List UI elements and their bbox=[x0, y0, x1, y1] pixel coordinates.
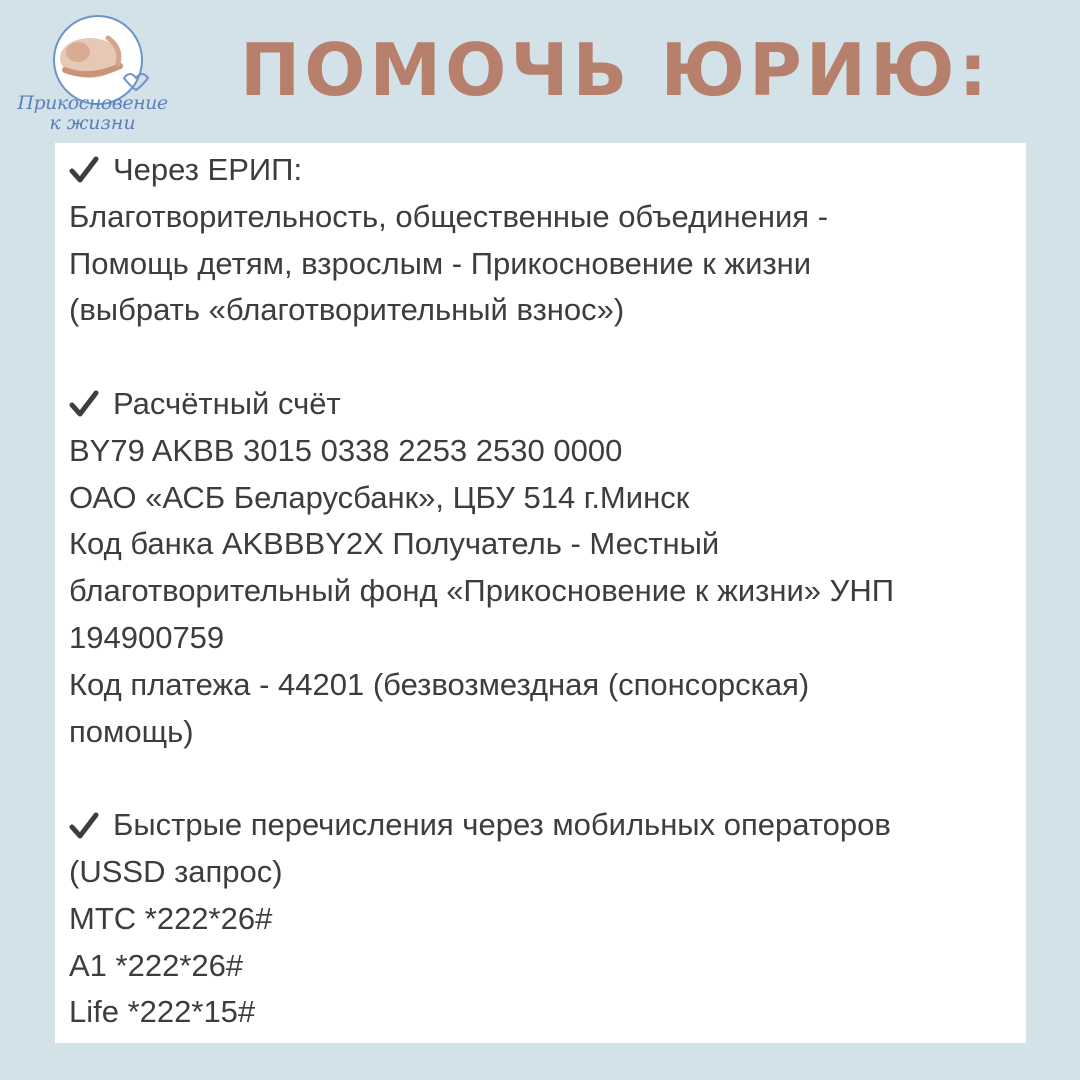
erip-heading bbox=[69, 147, 1012, 194]
mobile-heading bbox=[69, 802, 1012, 849]
erip-line: Благотворительность, общественные объединения - bbox=[69, 198, 829, 234]
erip-heading-text: Через ЕРИП: bbox=[113, 152, 303, 187]
account-heading bbox=[69, 381, 1012, 428]
mobile-line: (USSD запрос) bbox=[69, 853, 283, 889]
mobile-line: Life *222*15# bbox=[69, 994, 256, 1030]
mobile-line: МТС *222*26# bbox=[69, 900, 273, 936]
erip-line: (выбрать «благотворительный взнос») bbox=[69, 292, 625, 328]
page-title: ПОМОЧЬ ЮРИЮ: bbox=[240, 28, 992, 112]
mobile-heading-text: Быстрые перечисления через мобильных операторов bbox=[113, 807, 891, 843]
account-line: Код платежа - 44201 (безвозмездная (спонсорская) bbox=[69, 666, 810, 702]
spacer bbox=[69, 334, 1012, 381]
mobile-line: A1 *222*26# bbox=[69, 947, 244, 983]
logo-text-line2: к жизни bbox=[49, 112, 136, 134]
checkmark-icon bbox=[69, 811, 99, 841]
checkmark-icon bbox=[69, 155, 99, 185]
payment-info-card bbox=[55, 143, 1026, 1043]
logo-text-line1: Прикосновение bbox=[17, 92, 168, 114]
account-line: BY79 AKBB 3015 0338 2253 2530 0000 bbox=[69, 432, 623, 468]
account-line: благотворительный фонд «Прикосновение к жизни» УНП bbox=[69, 573, 895, 609]
account-line: помощь) bbox=[69, 713, 194, 749]
erip-line: Помощь детям, взрослым - Прикосновение к жизни bbox=[69, 245, 812, 281]
foundation-logo bbox=[10, 8, 175, 136]
account-line: ОАО «АСБ Беларусбанк», ЦБУ 514 г.Минск bbox=[69, 479, 690, 515]
account-line: 194900759 bbox=[69, 619, 225, 655]
checkmark-icon bbox=[69, 389, 99, 419]
account-line: Код банка AKBBBY2X Получатель - Местный bbox=[69, 526, 720, 562]
account-heading-text: Расчётный счёт bbox=[113, 385, 341, 421]
spacer bbox=[69, 755, 1012, 802]
